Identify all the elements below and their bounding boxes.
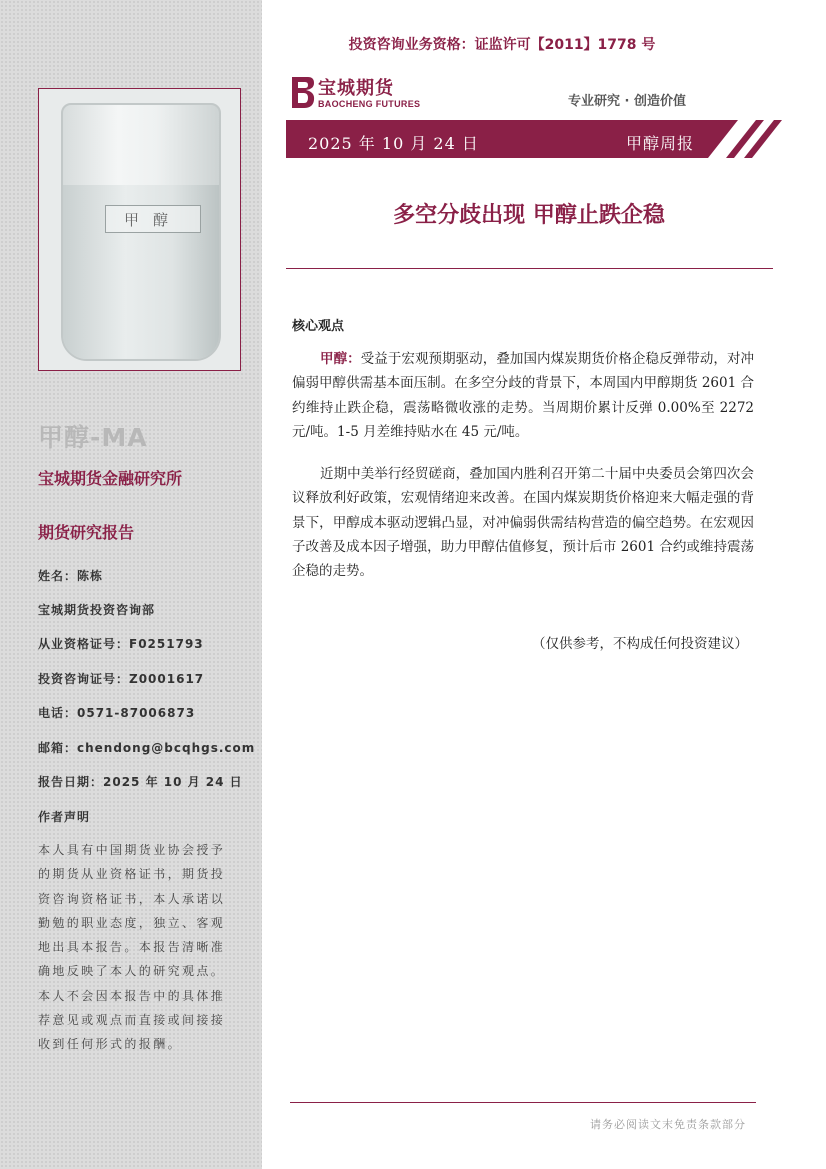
sidebar	[0, 0, 262, 1169]
author-statement: 本人具有中国期货业协会授予的期货从业资格证书，期货投资咨询资格证书，本人承诺以勤勉的职业态度，独立、客观地出具本报告。本报告清晰准确地反映了本人的研究观点。本人不会因本报告中的具体推荐意见或观点而直接或间接接收到任何形式的报酬。	[38, 843, 226, 1052]
beaker-label: 甲醇	[105, 205, 201, 233]
paragraph-body: 受益于宏观预期驱动，叠加国内煤炭期货价格企稳反弹带动，对冲偏弱甲醇供需基本面压制。在多空分歧的背景下，本周国内甲醇期货 2601 合约维持止跌企稳，震荡略微收涨的走势。当周期价累计反弹 0.00%至 2272 元/吨。1-5 月差维持贴水在 45 元/吨。	[292, 351, 755, 440]
slogan: 专业研究 · 创造价值	[568, 94, 686, 109]
author-statement-heading: 作者声明	[38, 810, 91, 824]
department: 宝城期货投资咨询部	[38, 603, 156, 617]
disclaimer: （仅供参考，不构成任何投资建议）	[532, 636, 748, 652]
footer-note: 请务必阅读文末免责条款部分	[590, 1118, 746, 1131]
consulting-number: 投资咨询证号：Z0001617	[38, 672, 205, 686]
section-heading: 核心观点	[292, 319, 345, 334]
paragraph-lead: 甲醇：	[320, 351, 361, 367]
methanol-beaker-photo	[38, 88, 241, 371]
qualification-number: 从业资格证号：F0251793	[38, 637, 204, 651]
banner-date: 2025 年 10 月 24 日	[308, 134, 479, 153]
banner-report-type: 甲醇周报	[626, 134, 695, 153]
report-type: 期货研究报告	[38, 523, 135, 542]
footer-divider	[290, 1102, 756, 1103]
institute-name: 宝城期货金融研究所	[38, 469, 183, 488]
product-name: 甲醇-MA	[38, 423, 148, 452]
paragraph-methanol	[292, 347, 754, 444]
paragraph-outlook: 近期中美举行经贸磋商，叠加国内胜利召开第二十届中央委员会第四次会议释放利好政策，宏观情绪迎来改善。在国内煤炭期货价格迎来大幅走强的背景下，甲醇成本驱动逻辑凸显，对冲偏弱供需结构营造的偏空趋势。在宏观因子改善及成本因子增强，助力甲醇估值修复，预计后市 2601 合约或维持震荡企稳的走势。	[292, 466, 754, 580]
report-date: 报告日期：2025 年 10 月 24 日	[38, 775, 243, 789]
title-divider	[286, 268, 773, 269]
company-logo	[286, 73, 426, 113]
report-title: 多空分歧出现 甲醇止跌企稳	[393, 203, 665, 228]
logo-mark-icon	[286, 73, 316, 111]
logo-text-en: BAOCHENG FUTURES	[318, 99, 421, 109]
email: 邮箱：chendong@bcqhgs.com	[38, 741, 256, 755]
license-line: 投资咨询业务资格：证监许可【2011】1778 号	[348, 37, 656, 53]
author-name: 姓名：陈栋	[38, 569, 104, 583]
phone: 电话：0571-87006873	[38, 706, 196, 720]
logo-text-cn: 宝城期货	[318, 78, 394, 99]
